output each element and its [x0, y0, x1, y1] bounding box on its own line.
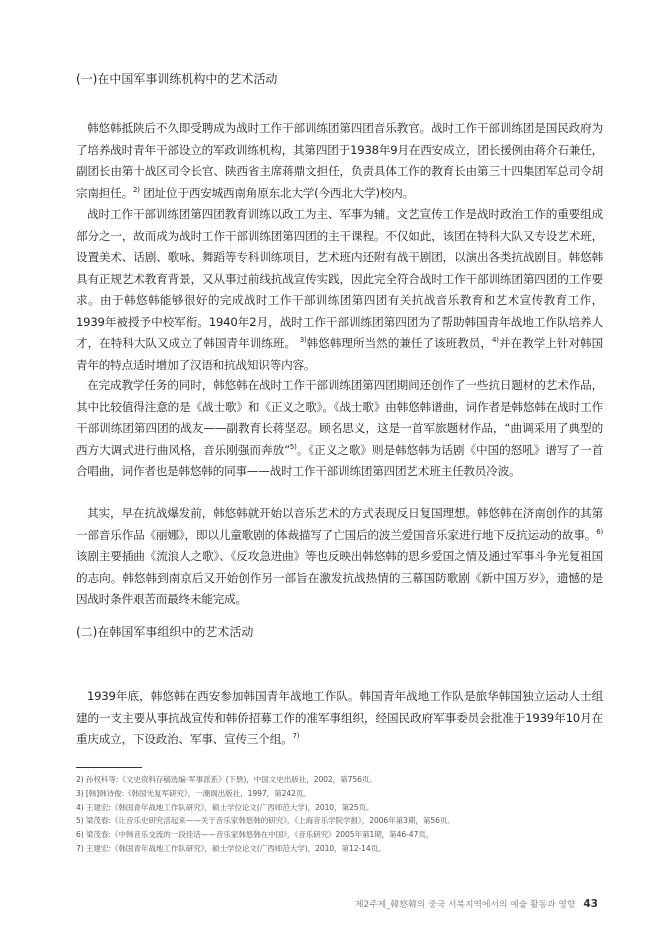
paragraph-text: 团址位于西安城西南角原东北大学(今西北大学)校内。	[139, 185, 414, 200]
footnote-item: 5) 梁茂春:《让音乐史研究活起来——关于音乐家韩悠韩的研究》，《上海音乐学院学报》，2006年第3期，第56页。	[76, 816, 455, 826]
page-number: 43	[583, 898, 598, 910]
footnote-rule	[76, 767, 142, 768]
body-paragraph	[76, 375, 603, 483]
running-footer-title: 제2주제_韓悠韓의 중국 서북지역에서의 예술 활동과 영향	[355, 900, 576, 910]
paragraph-text: 韩悠韩抵陕后不久即受聘成为战时工作干部训练团第四团音乐教官。战时工作干部训练团是国民政府为了培养战时青年干部设立的军政训练机构，其第四团于1938年9月在西安成立，团长援例由蒋介石兼任，副团长由第十战区司令长官、陕西省主席蒋鼎文担任，负责具体工作的教育长由第三十四集团军总司令胡宗南担任。	[76, 121, 603, 200]
section-heading-2: (二)在韩国军事组织中的艺术活动	[76, 625, 254, 639]
footnotes	[76, 773, 606, 856]
footnote-item: 2) 孙权科等:《文史资料存稿选编·军事派系》(下册)，中国文史出版社，2002，第756页。	[76, 775, 377, 784]
paragraph-text: 韩悠韩理所当然的兼任了该班教员，	[306, 336, 492, 350]
paragraph-text: 并在教学上针对韩国青年的特点适时增加了汉语和抗战知识等内容。	[76, 336, 604, 372]
footnote-item: 4) 王建宏:《韩国青年战地工作队研究》，硕士学位论文(广西师范大学)，2010，第25页。	[76, 802, 374, 812]
body-paragraph	[76, 503, 603, 611]
paragraph-text: 该剧主要插曲《流浪人之歌》、《反攻急进曲》等也反映出韩悠韩的思乡爱国之情及通过军事斗争光复祖国的志向。韩悠韩到南京后又开始创作另一部旨在激发抗战热情的三幕国防歌剧《新中国万岁》，遗憾的是因战时条件艰苦而最终未能完成。	[76, 549, 603, 606]
body-paragraph	[76, 118, 603, 204]
footnote-ref: 2)	[132, 185, 140, 194]
footnote-item: 3) [韩]韩诗俊:《韩国光复军研究》，一潮阁出版社，1997，第242页。	[76, 788, 311, 798]
paragraph-text: 。《正义之歌》则是韩悠韩为话剧《中国的怒吼》谱写了一首合唱曲，词作者也是韩悠韩的同事——战时工作干部训练团第四团艺术班主任教员冷波。	[76, 442, 603, 478]
body-paragraph	[76, 204, 603, 376]
footnote-ref: 4)	[491, 336, 499, 345]
footnote-ref: 3)	[299, 336, 307, 345]
paragraph-text: 1939年底，韩悠韩在西安参加韩国青年战地工作队。韩国青年战地工作队是旅华韩国独立运动人士组建的一支主要从事抗战宣传和韩侨招募工作的准军事组织，经国民政府军事委员会批准于1939年10月在重庆成立，下设政治、军事、宣传三个组。	[76, 689, 603, 746]
paragraph-text: 其实，早在抗战爆发前，韩悠韩就开始以音乐艺术的方式表现反日复国理想。韩悠韩在济南创作的其第一部音乐作品《丽娜》，即以儿童歌剧的体裁描写了亡国后的波兰爱国音乐家进行地下反抗运动的故事。	[76, 506, 603, 542]
section-heading-1: (一)在中国军事训练机构中的艺术活动	[76, 72, 278, 86]
running-footer	[355, 897, 598, 910]
body-paragraph	[76, 686, 603, 751]
footnote-ref: 6)	[596, 527, 603, 536]
paragraph-text: 战时工作干部训练团第四团教育训练以政工为主、军事为辅。文艺宣传工作是战时政治工作的重要组成部分之一，故而成为战时工作干部训练团第四团的主干课程。不仅如此，该团在特科大队又专设艺术班，设置美术、话剧、歌咏、舞蹈等专科训练项目，艺术班内还附有战干剧团，以演出各类抗战剧目。韩悠韩具有正规艺术教育背景，又从事过前线抗战宣传实践，因此完全符合战时工作干部训练团第四团的工作要求。由于韩悠韩能够很好的完成战时工作干部训练团第四团有关抗战音乐教育和艺术宣传教育工作，1939年被授予中校军衔。1940年2月，战时工作干部训练团第四团为了帮助韩国青年战地工作队培养人才，在特科大队又成立了韩国青年训练班。	[76, 207, 603, 350]
footnote-ref: 5)	[289, 442, 297, 451]
paragraph-text: 在完成教学任务的同时，韩悠韩在战时工作干部训练团第四团期间还创作了一些抗日题材的艺术作品，其中比较值得注意的是《战士歌》和《正义之歌》。《战士歌》由韩悠韩谱曲，词作者是韩悠韩在战时工作干部训练团第四团的战友——副教育长蒋坚忍。顾名思义，这是一首军旅题材作品，“曲调采用了典型的西方大调式进行曲风格，音乐刚强而奔放”	[76, 378, 603, 457]
footnote-ref: 7)	[292, 732, 300, 741]
footnote-item: 7) 王建宏:《韩国青年战地工作队研究》，硕士学位论文(广西师范大学)，2010，第12-14页。	[76, 843, 386, 853]
footnote-item: 6) 梁茂春:《中韩音乐交流的一段佳话——音乐家韩悠韩在中国》，《音乐研究》2005年第1期，第46-47页。	[76, 830, 434, 840]
